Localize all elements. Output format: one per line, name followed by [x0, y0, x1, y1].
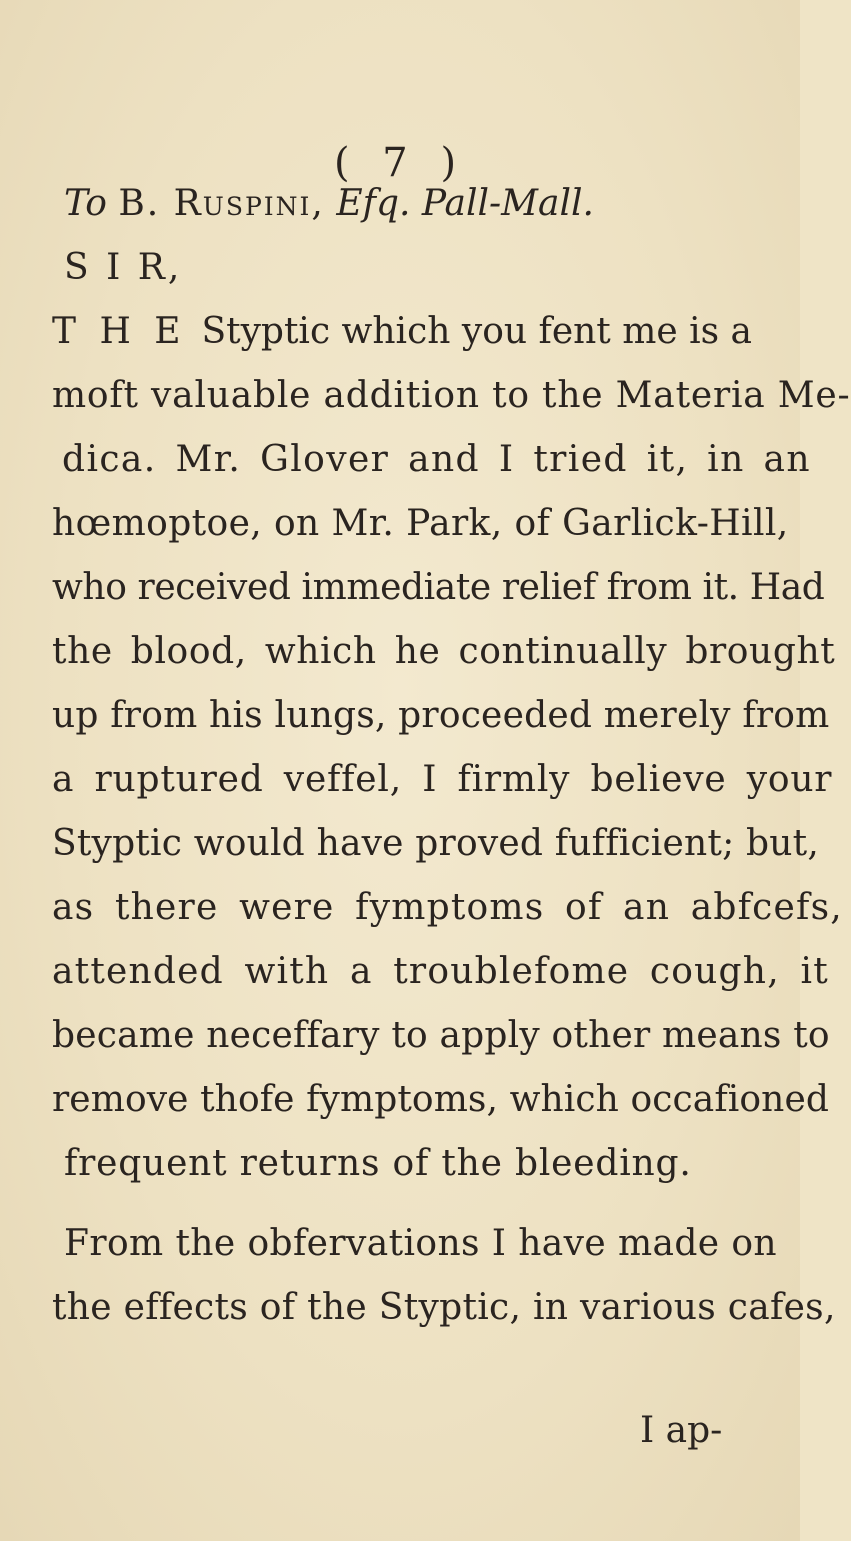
salutation: S I R,	[64, 247, 183, 288]
page-number: ( 7 )	[333, 140, 467, 186]
text-line-rest: Styptic which you fent me is a	[201, 311, 752, 352]
text-line: as there were fymptoms of an abfcefs,	[52, 887, 843, 928]
text-line: dica. Mr. Glover and I tried it, in an	[62, 439, 811, 480]
address-to: To	[64, 183, 107, 224]
text-line: frequent returns of the bleeding.	[64, 1143, 692, 1184]
text-line: remove thofe fymptoms, which occafioned	[52, 1079, 830, 1120]
text-line: who received immediate relief from it. Had	[52, 567, 825, 608]
text-line: the blood, which he continually brought	[52, 631, 836, 672]
text-line: From the obfervations I have made on	[64, 1223, 778, 1264]
text-line	[52, 312, 752, 352]
text-line: Styptic would have proved fufficient; but,	[52, 823, 819, 864]
address-place: Pall-Mall.	[421, 183, 594, 224]
text-line: moft valuable addition to the Materia Me-	[52, 375, 851, 416]
letter-address	[64, 184, 594, 224]
text-line: hœmoptoe, on Mr. Park, of Garlick-Hill,	[52, 503, 789, 544]
text-line: attended with a troublefome cough, it	[52, 951, 829, 992]
text-line: a ruptured veffel, I firmly believe your	[52, 759, 833, 800]
text-line: the effects of the Styptic, in various cafes,	[52, 1287, 836, 1328]
text-line: became neceffary to apply other means to	[52, 1015, 830, 1056]
address-esq: Efq.	[336, 183, 411, 224]
opening-caps: T H E	[52, 311, 187, 352]
address-name: B. Ruspini,	[118, 183, 325, 224]
catchword: I ap-	[640, 1410, 723, 1451]
text-line: up from his lungs, proceeded merely from	[52, 695, 830, 736]
